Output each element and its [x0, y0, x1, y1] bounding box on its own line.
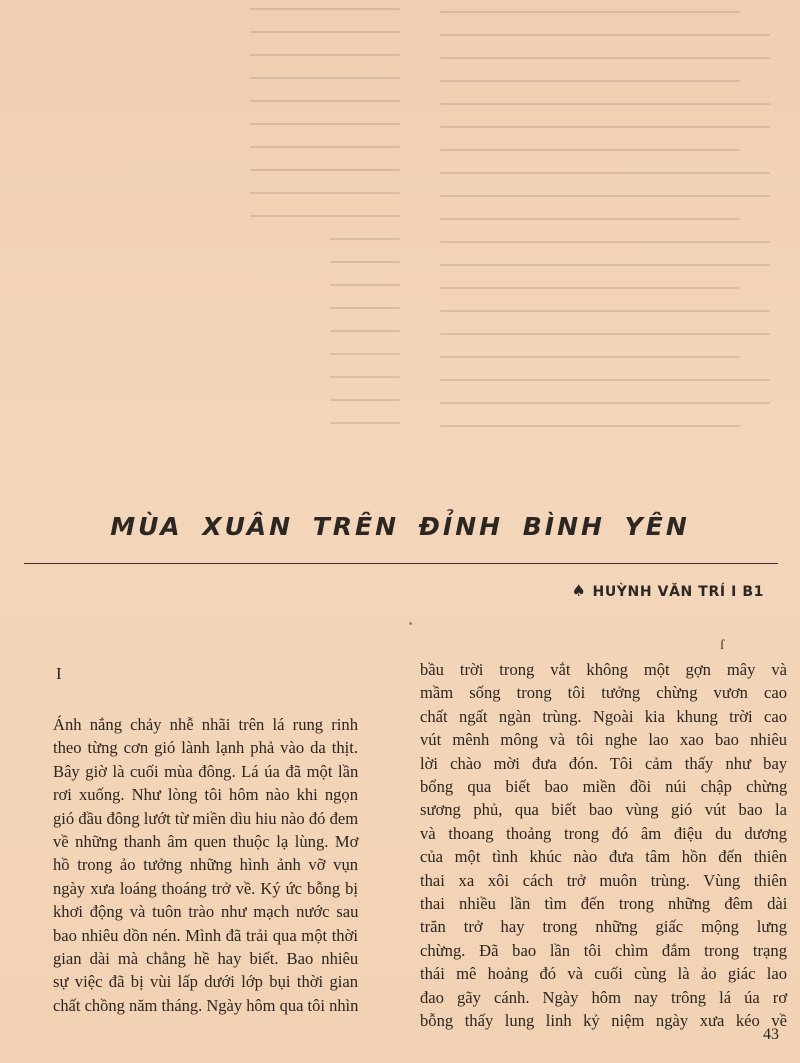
article-title: MÙA XUÂN TRÊN ĐỈNH BÌNH YÊN	[110, 512, 690, 541]
text-line: sương phủ, qua biết bao vùng gió vút bao la	[420, 800, 787, 820]
spade-icon: ♠	[571, 581, 587, 600]
bleed-through-line	[250, 123, 400, 125]
section-number: I	[56, 664, 62, 683]
text-line: hồ trong ảo tưởng những hình ảnh vỡ vụn	[53, 855, 359, 875]
text-line: chất chồng năm tháng. Ngày hôm qua tôi nhìn	[53, 995, 359, 1015]
bleed-through-line	[330, 261, 400, 263]
text-line: rơi xuống. Như lòng tôi hôm nào khi ngọn	[53, 785, 358, 805]
bleed-through-line	[250, 54, 400, 56]
bleed-through-line	[330, 376, 400, 378]
text-line: của một tình khúc nào đưa tâm hồn đến thiên	[420, 847, 787, 867]
text-line: theo từng cơn gió lành lạnh phả vào da thịt.	[53, 738, 358, 758]
text-line: gian dài mà chẳng hề hay biết. Bao nhiêu	[53, 949, 359, 969]
bleed-through-line	[250, 215, 400, 217]
text-line: ngày xưa loáng thoáng trở về. Ký ức bỗng bị	[53, 878, 358, 898]
text-line: mầm sống trong tôi tưởng chừng vươn cao	[420, 683, 787, 703]
page-number: 43	[763, 1026, 779, 1043]
bleed-through-line	[440, 356, 740, 358]
bleed-through-line	[330, 238, 400, 240]
body-column-right	[420, 658, 787, 1033]
ink-mark: ſ	[720, 638, 724, 653]
text-line: bổng qua biết bao miền đồi núi chập chừng	[420, 777, 788, 797]
text-line: thái mê hoảng đó và cuối cùng là ảo giác lao	[420, 964, 787, 984]
body-column-left	[53, 713, 358, 1017]
text-line: sự việc đã bị vùi lấp dưới lớp bụi thời gian	[53, 972, 359, 992]
bleed-through-line	[440, 172, 770, 174]
bleed-through-line	[440, 80, 740, 82]
text-line: bỗng thấy lung linh kỷ niệm ngày xưa kéo về	[420, 1011, 787, 1031]
bleed-through-line	[250, 31, 400, 33]
text-line: đao gãy cánh. Ngày hôm nay trông lá úa rơ	[420, 987, 788, 1007]
bleed-through-line	[250, 8, 400, 10]
byline	[572, 581, 764, 600]
text-line: trăn trở hay trong những giấc mộng lưng	[420, 917, 787, 937]
text-line: bầu trời trong vắt không một gợn mây và	[420, 660, 787, 679]
bleed-through-line	[330, 330, 400, 332]
text-line: Ánh nắng chảy nhễ nhãi trên lá rung rinh	[53, 715, 358, 734]
bleed-through-line	[330, 399, 400, 401]
bleed-through-line	[440, 57, 770, 59]
text-line: lời chào mời đưa đón. Tôi cảm thấy như bay	[420, 753, 788, 773]
text-line: vút mênh mông và tôi nghe lao xao bao nhiêu	[420, 730, 787, 750]
text-line: thai xa xôi cách trở muôn trùng. Vùng thiên	[420, 870, 787, 890]
title-divider	[24, 563, 778, 564]
author-name: HUỲNH VĂN TRÍ I B1	[592, 584, 764, 600]
bleed-through-line	[330, 307, 400, 309]
text-line: chất ngất ngàn trùng. Ngoài kia khung trời cao	[420, 706, 787, 726]
bleed-through-line	[330, 353, 400, 355]
bleed-through-line	[330, 422, 400, 424]
text-line: khơi động và tuôn trào như mạch nước sau	[53, 902, 359, 922]
bleed-through-line	[440, 149, 740, 151]
bleed-through-line	[440, 11, 740, 13]
bleed-through-line	[440, 264, 770, 266]
bleed-through-line	[440, 218, 740, 220]
text-line: gió đầu đông lướt từ miền dìu hiu nào đó đem	[53, 808, 359, 828]
bleed-through-line	[440, 126, 770, 128]
bleed-through-line	[440, 241, 770, 243]
bleed-through-line	[250, 146, 400, 148]
text-line: bao nhiêu dồn nén. Mình đã trải qua một thời	[53, 925, 358, 945]
bleed-through-line	[250, 100, 400, 102]
bleed-through-line	[440, 287, 740, 289]
text-line: và thoang thoảng trong đó âm điệu du dương	[420, 823, 787, 843]
bleed-through-line	[440, 333, 770, 335]
bleed-through-line	[250, 77, 400, 79]
text-line: thai nhiều lần tìm đến trong những đêm dài	[420, 894, 788, 914]
text-line: Bây giờ là cuối mùa đông. Lá úa đã một lần	[53, 761, 359, 781]
ink-dot	[409, 622, 412, 625]
text-line: về những thanh âm quen thuộc lạ lùng. Mơ	[53, 832, 359, 852]
bleed-through-line	[440, 379, 770, 381]
bleed-through-text	[0, 0, 800, 470]
bleed-through-line	[440, 310, 770, 312]
bleed-through-line	[440, 402, 770, 404]
bleed-through-line	[250, 192, 400, 194]
bleed-through-line	[330, 284, 400, 286]
bleed-through-line	[440, 195, 770, 197]
bleed-through-line	[250, 169, 400, 171]
text-line: chừng. Đã bao lần tôi chìm đắm trong trạng	[420, 940, 787, 960]
bleed-through-line	[440, 103, 770, 105]
bleed-through-line	[440, 34, 770, 36]
bleed-through-line	[440, 425, 740, 427]
